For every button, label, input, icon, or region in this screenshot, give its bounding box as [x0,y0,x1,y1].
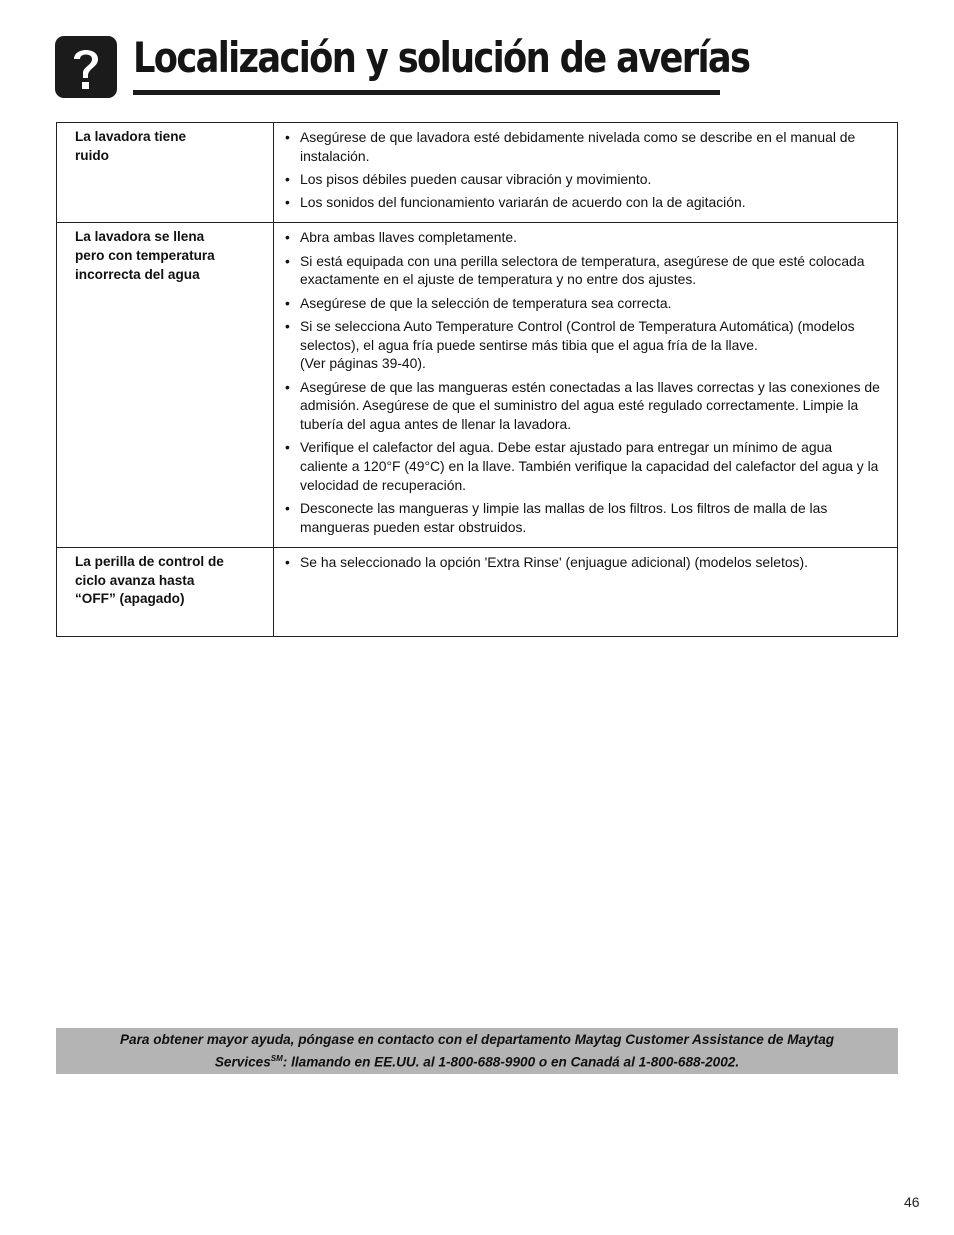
problem-text: “OFF” (apagado) [75,591,185,607]
list-item: • Verifique el calefactor del agua. Debe estar ajustado para entregar un mínimo de agua caliente a 120°F (49°C) en la llave. También verifique la capacidad del calefactor del agua y la velocidad de recuperación. [284,438,883,494]
list-item: • Asegúrese de que las mangueras estén conectadas a las llaves correctas y las conexiones de admisión. Asegúrese de que el suministro del agua esté regulado correctamente. Limpie la tubería del agua antes de llenar la lavadora. [284,378,883,434]
list-item: • Los sonidos del funcionamiento variarán de acuerdo con la de agitación. [284,193,883,212]
list-item: • Se ha seleccionado la opción 'Extra Rinse' (enjuague adicional) (modelos seletos). [284,553,883,572]
troubleshooting-table [56,122,898,637]
solution-list [284,553,883,572]
list-item: • Asegúrese de que la selección de temperatura sea correcta. [284,294,883,313]
assistance-banner [56,1028,898,1074]
list-item: • Abra ambas llaves completamente. [284,228,883,247]
list-item [284,317,883,373]
question-mark-icon [55,36,117,98]
page-title: Localización y solución de averías [133,33,750,82]
list-item: • Asegúrese de que lavadora esté debidamente nivelada como se describe en el manual de instalación. [284,128,883,166]
problem-text: pero con temperatura [75,247,215,263]
problem-text: La perilla de control de [75,554,224,570]
list-item-text: Si se selecciona Auto Temperature Control (Control de Temperatura Automática) (modelos selectos), el agua fría puede sentirse más tibia que el agua fría de la llave. [300,317,855,353]
assistance-phone-text: : llamando en EE.UU. al 1-800-688-9900 o en Canadá al 1-800-688-2002. [282,1054,740,1070]
solution-list [284,228,883,536]
problem-text: La lavadora se llena [75,229,205,245]
problem-cell [57,123,274,223]
problem-cell [57,548,274,637]
table-row [57,548,898,637]
page-number: 46 [904,1194,920,1210]
page-reference: (Ver páginas 39-40). [300,355,426,372]
list-item: • Desconecte las mangueras y limpie las mallas de los filtros. Los filtros de malla de las mangueras pueden estar obstruidos. [284,499,883,537]
list-item: • Los pisos débiles pueden causar vibración y movimiento. [284,170,883,189]
list-item: • Si está equipada con una perilla selectora de temperatura, asegúrese de que esté colocada exactamente en el ajuste de temperatura y no entre dos ajustes. [284,252,883,290]
problem-cell [57,223,274,548]
solutions-cell [274,223,898,548]
table-row [57,223,898,548]
solutions-cell [274,548,898,637]
solutions-cell [274,123,898,223]
assistance-text [120,1030,834,1072]
service-mark: SM [270,1054,283,1064]
assistance-line-2: Services [214,1054,271,1070]
table-row [57,123,898,223]
problem-text: incorrecta del agua [75,266,200,282]
solution-list [284,128,883,212]
problem-text: La lavadora tiene [75,129,187,144]
assistance-line-1: Para obtener mayor ayuda, póngase en contacto con el departamento Maytag Customer Assistance de Maytag [119,1032,835,1048]
problem-text: ciclo avanza hasta [75,572,195,588]
title-underline [133,90,720,95]
problem-text: ruido [75,147,109,163]
